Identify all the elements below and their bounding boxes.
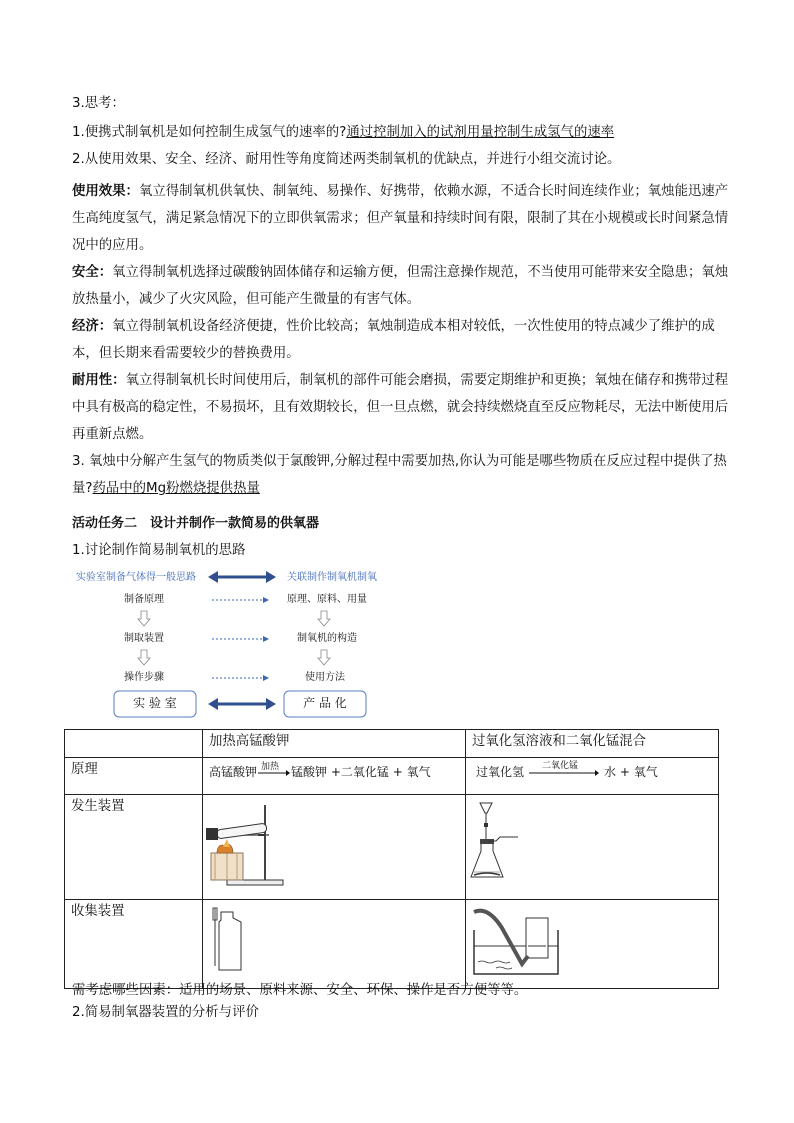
section-title: 3.思考： <box>72 96 125 111</box>
equation-1-products: 锰酸钾 +二氧化锰 + 氧气 <box>291 765 431 779</box>
flow-lab-box: 实 验 室 <box>133 696 177 710</box>
flow-left-step-1: 制备原理 <box>124 594 164 605</box>
equation-1 <box>209 763 459 781</box>
table-row-collection <box>65 900 719 989</box>
subsection-2-title: 2.简易制氧器装置的分析与评价 <box>72 1005 259 1020</box>
water-trough-illustration <box>466 900 566 982</box>
flow-left-step-3: 操作步骤 <box>124 672 164 683</box>
equation-2-products: 水 + 氧气 <box>604 765 658 779</box>
gas-bottle-illustration <box>203 900 283 982</box>
task2-title: 活动任务二 设计并制作一款简易的供氧器 <box>72 516 320 531</box>
water-displacement-cell <box>466 900 719 989</box>
task2-sub1: 1.讨论制作简易制氧机的思路 <box>72 543 246 558</box>
h2o2-apparatus-cell <box>466 795 719 900</box>
flow-right-step-3: 使用方法 <box>305 672 345 683</box>
economy-label: 经济： <box>72 319 113 334</box>
question-3-text: 3. 氧烛中分解产生氢气的物质类似于氯酸钾,分解过程中需要加热,你认为可能是哪些物质在反应过程中提供了热量? <box>72 454 727 496</box>
equation-1-condition: 加热 <box>261 761 280 772</box>
question-3-answer: 药品中的Mg粉燃烧提供热量 <box>92 481 260 496</box>
upward-collection-cell <box>203 900 466 989</box>
heating-apparatus-illustration <box>203 795 323 893</box>
flow-product-box: 产 品 化 <box>303 696 347 710</box>
equation-1-arrow <box>257 761 291 780</box>
durability-label: 耐用性： <box>72 373 126 388</box>
flow-right-step-2: 制氧机的构造 <box>297 633 357 644</box>
table-header-row <box>65 730 719 758</box>
safety-label: 安全： <box>72 265 113 280</box>
table-row-generation <box>65 795 719 900</box>
row-label-generation: 发生装置 <box>65 795 203 900</box>
question-2: 2.从使用效果、安全、经济、耐用性等角度简述两类制氧机的优缺点，并进行小组交流讨论。 <box>72 152 621 167</box>
equation-1-reactant: 高锰酸钾 <box>209 765 258 779</box>
kmno4-apparatus-cell <box>203 795 466 900</box>
equation-2-reactant: 过氧化氢 <box>476 765 525 779</box>
question-1-text: 1.便携式制氧机是如何控制生成氢气的速率的? <box>72 125 347 140</box>
table-header-empty <box>65 730 203 758</box>
row-label-collection: 收集装置 <box>65 900 203 989</box>
effect-text: 氧立得制氧机供氧快、制氧纯、易操作、好携带，依赖水源，不适合长时间连续作业；氧烛能迅速产生高纯度氢气，满足紧急情况下的立即供氧需求；但产氧量和持续时间有限，限制了其在小规模或长时间紧急情况中的应用。 <box>72 184 729 253</box>
effect-label: 使用效果： <box>72 184 139 199</box>
table-row-principle <box>65 758 719 795</box>
equation-2-arrow <box>528 760 600 780</box>
equation-2-condition: 二氧化锰 <box>542 760 579 771</box>
arrow-icon <box>257 766 291 780</box>
equation-1-cell <box>203 758 466 795</box>
flow-right-step-1: 原理、原料、用量 <box>287 594 367 605</box>
factors-text: 需考虑哪些因素：适用的场景、原料来源、安全、环保、操作是否方便等等。 <box>72 983 528 998</box>
conical-flask-illustration <box>466 795 546 893</box>
equation-2-cell <box>466 758 719 795</box>
flow-right-header: 关联制作制氧机制氧 <box>287 572 377 583</box>
comparison-table <box>64 729 719 989</box>
table-header-col2: 过氧化氢溶液和二氧化锰混合 <box>466 730 719 758</box>
equation-2 <box>476 760 716 781</box>
table-header-col1: 加热高锰酸钾 <box>203 730 466 758</box>
flow-left-step-2: 制取装置 <box>124 633 164 644</box>
flow-left-header: 实验室制备气体得一般思路 <box>76 572 196 583</box>
row-label-principle: 原理 <box>65 758 203 795</box>
arrow-icon <box>528 766 600 780</box>
durability-text: 氧立得制氧机长时间使用后，制氧机的部件可能会磨损，需要定期维护和更换；氧烛在储存和携带过程中具有极高的稳定性，不易损坏，且有效期较长，但一旦点燃，就会持续燃烧直至反应物耗尽，无法中断使用后再重新点燃。 <box>72 373 729 442</box>
safety-text: 氧立得制氧机选择过碳酸钠固体储存和运输方便，但需注意操作规范，不当使用可能带来安全隐患；氧烛放热量小，减少了火灾风险，但可能产生微量的有害气体。 <box>72 265 729 307</box>
question-1-answer: 通过控制加入的试剂用量控制生成氢气的速率 <box>346 125 615 140</box>
economy-text: 氧立得制氧机设备经济便捷，性价比较高；氧烛制造成本相对较低，一次性使用的特点减少了维护的成本，但长期来看需要较少的替换费用。 <box>72 319 715 361</box>
